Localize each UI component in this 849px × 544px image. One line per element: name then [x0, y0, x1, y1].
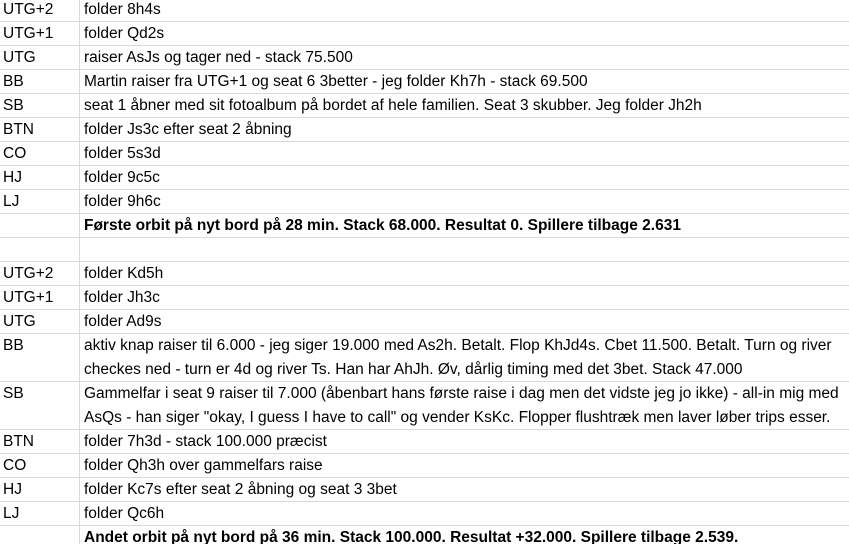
table-row[interactable]	[0, 94, 849, 118]
table-row[interactable]	[0, 22, 849, 46]
position-cell[interactable]: LJ	[3, 193, 20, 210]
table-row[interactable]	[0, 334, 849, 382]
table-row[interactable]	[0, 430, 849, 454]
summary-row[interactable]	[0, 526, 849, 544]
position-cell[interactable]: CO	[3, 457, 27, 474]
table-row[interactable]	[0, 502, 849, 526]
table-row[interactable]	[0, 310, 849, 334]
note-cell[interactable]: folder Qh3h over gammelfars raise	[84, 457, 323, 474]
note-cell[interactable]: folder Kd5h	[84, 265, 164, 282]
note-cell[interactable]: folder Ad9s	[84, 313, 162, 330]
position-cell[interactable]: LJ	[3, 505, 20, 522]
table-row[interactable]	[0, 166, 849, 190]
table-row[interactable]	[0, 286, 849, 310]
note-cell[interactable]: aktiv knap raiser til 6.000 - jeg siger 19.000 med As2h. Betalt. Flop KhJd4s. Cbet 11.500. Betalt. Turn og river checkes ned - turn er 4d og river Ts. Han har AhJh. Øv, dårlig timing med det 3bet. Stack 47.000	[84, 337, 832, 378]
note-cell[interactable]: folder Qd2s	[84, 25, 165, 42]
position-cell[interactable]: HJ	[3, 481, 22, 498]
position-cell[interactable]: BB	[3, 337, 24, 354]
note-cell[interactable]: folder Kc7s efter seat 2 åbning og seat 3 3bet	[84, 481, 397, 498]
table-row[interactable]	[0, 0, 849, 22]
summary-cell[interactable]: Første orbit på nyt bord på 28 min. Stack 68.000. Resultat 0. Spillere tilbage 2.631	[84, 217, 681, 234]
position-cell[interactable]	[0, 526, 80, 544]
note-cell[interactable]: folder Js3c efter seat 2 åbning	[84, 121, 292, 138]
table-row[interactable]	[0, 382, 849, 430]
note-cell[interactable]: folder 9h6c	[84, 193, 161, 210]
position-cell[interactable]: CO	[3, 145, 27, 162]
note-cell[interactable]: folder 5s3d	[84, 145, 161, 162]
summary-row[interactable]	[0, 214, 849, 238]
note-cell[interactable]: folder 8h4s	[84, 1, 161, 18]
table-row[interactable]	[0, 118, 849, 142]
summary-cell[interactable]: Andet orbit på nyt bord på 36 min. Stack 100.000. Resultat +32.000. Spillere tilbage 2.539.	[84, 529, 739, 544]
note-cell[interactable]: folder Jh3c	[84, 289, 160, 306]
position-cell[interactable]: UTG+1	[3, 25, 54, 42]
note-cell[interactable]: folder 9c5c	[84, 169, 160, 186]
position-cell[interactable]: UTG+2	[3, 265, 54, 282]
table-row[interactable]	[0, 46, 849, 70]
note-cell[interactable]	[80, 238, 849, 261]
column-divider	[79, 0, 80, 544]
note-cell[interactable]: Martin raiser fra UTG+1 og seat 6 3better - jeg folder Kh7h - stack 69.500	[84, 73, 588, 90]
table-row[interactable]	[0, 262, 849, 286]
empty-row[interactable]	[0, 238, 849, 262]
table-row[interactable]	[0, 190, 849, 214]
position-cell[interactable]: SB	[3, 385, 24, 402]
position-cell[interactable]: BTN	[3, 433, 34, 450]
note-cell[interactable]: folder Qc6h	[84, 505, 165, 522]
table-row[interactable]	[0, 70, 849, 94]
table-row[interactable]	[0, 454, 849, 478]
note-cell[interactable]: raiser AsJs og tager ned - stack 75.500	[84, 49, 353, 66]
position-cell[interactable]: UTG	[3, 313, 36, 330]
position-cell[interactable]: UTG+1	[3, 289, 54, 306]
table-row[interactable]	[0, 142, 849, 166]
position-cell[interactable]	[0, 238, 80, 261]
position-cell[interactable]: SB	[3, 97, 24, 114]
position-cell[interactable]: UTG+2	[3, 1, 54, 18]
position-cell[interactable]: HJ	[3, 169, 22, 186]
position-cell[interactable]: UTG	[3, 49, 36, 66]
position-cell[interactable]	[0, 214, 80, 237]
position-cell[interactable]: BB	[3, 73, 24, 90]
note-cell[interactable]: Gammelfar i seat 9 raiser til 7.000 (åbenbart hans første raise i dag men det vidste jeg jo ikke) - all-in mig med AsQs - han siger "okay, I guess I have to call" og vender KsKc. Flopper flushtræk men laver løber trips esser.	[84, 385, 839, 426]
table-row[interactable]	[0, 478, 849, 502]
note-cell[interactable]: folder 7h3d - stack 100.000 præcist	[84, 433, 327, 450]
position-cell[interactable]: BTN	[3, 121, 34, 138]
note-cell[interactable]: seat 1 åbner med sit fotoalbum på bordet af hele familien. Seat 3 skubber. Jeg folder Jh2h	[84, 97, 702, 114]
